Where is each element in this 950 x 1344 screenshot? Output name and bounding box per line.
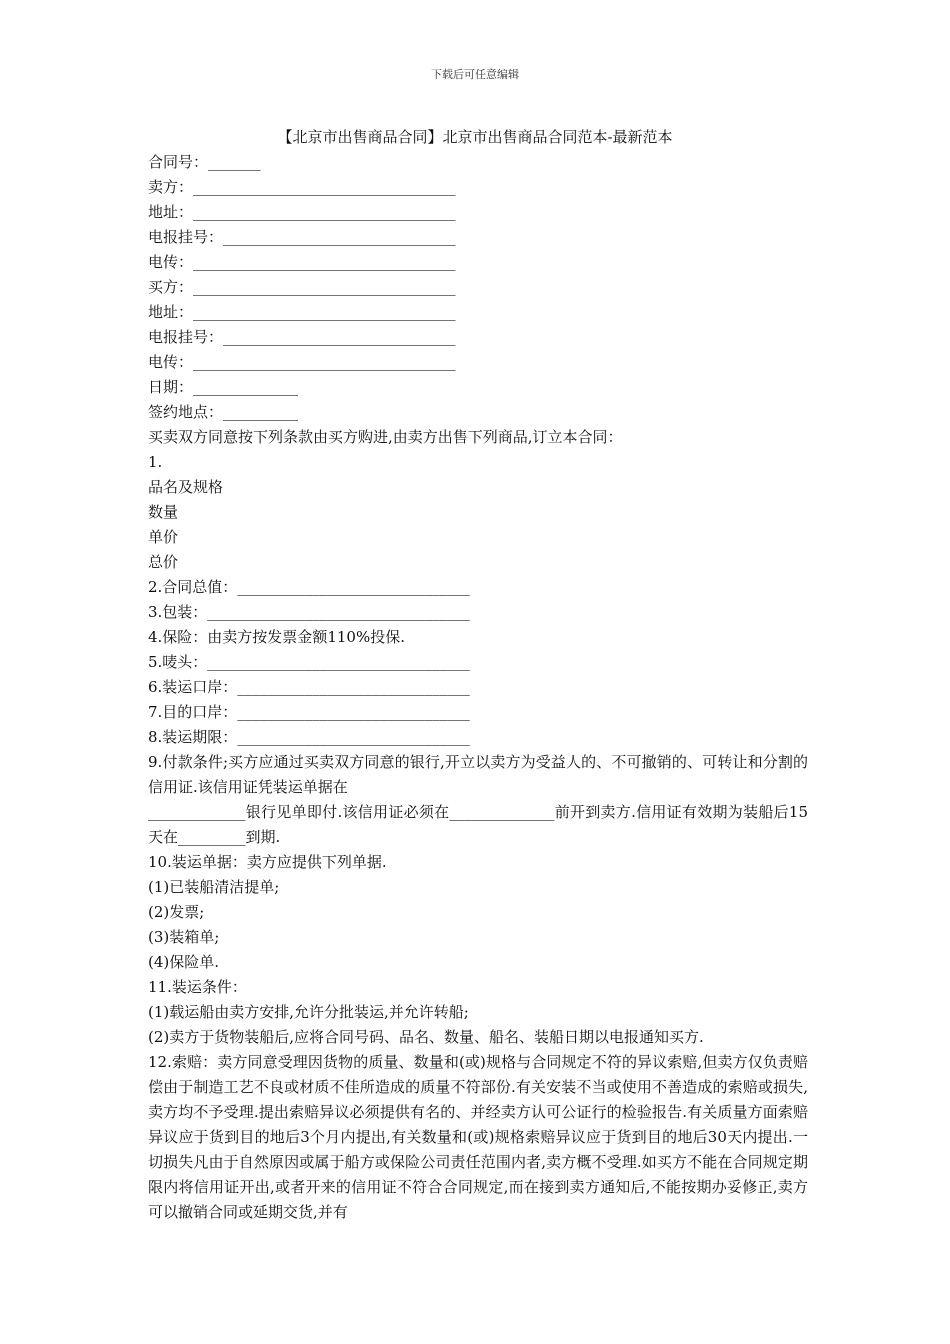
field-seller-telex: 电传：___________________________________ — [148, 253, 456, 271]
field-buyer-telex: 电传：___________________________________ — [148, 353, 456, 371]
field-date: 日期：______________ — [148, 378, 299, 396]
item1-unit-price: 单价 — [148, 528, 179, 546]
field-seller-address: 地址：___________________________________ — [148, 203, 456, 221]
clause-8: 8.装运期限：_______________________________ — [148, 728, 470, 746]
item1-quantity: 数量 — [148, 503, 179, 521]
clause-2: 2.合同总值：_______________________________ — [148, 578, 470, 596]
field-seller-cable: 电报挂号：_______________________________ — [148, 228, 456, 246]
clause-10-item-2: (2)发票; — [148, 903, 205, 921]
clause-12: 12.索赔：卖方同意受理因货物的质量、数量和(或)规格与合同规定不符的异议索赔,但卖方仅负责赔偿由于制造工艺不良或材质不佳所造成的质量不符部份.有关安装不当或使用不善造成的索赔或损失,卖方均不予受理.提出索赔异议必须提供有名的、并经卖方认可公证行的检验报告.有关质量方面索赔异议应于货到目的地后3个月内提出,有关数量和(或)规格索赔异议应于货到目的地后30天内提出.一切损失凡由于自然原因或属于船方或保险公司责任范围内者,卖方概不受理.如买方不能在合同规定期限内将信用证开出,或者开来的信用证不符合合同规定,而在接到卖方通知后,不能按期办妥修正,卖方可以撤销合同或延期交货,并有 — [148, 1053, 808, 1221]
clause-10-item-4: (4)保险单. — [148, 953, 220, 971]
field-contract-no: 合同号：_______ — [148, 153, 261, 171]
clause-3: 3.包装：___________________________________ — [148, 603, 470, 621]
clause-5: 5.唛头：___________________________________ — [148, 653, 470, 671]
intro-text: 买卖双方同意按下列条款由买方购进,由卖方出售下列商品,订立本合同： — [148, 428, 623, 446]
clause-11-item-1: (1)载运船由卖方安排,允许分批装运,并允许转船; — [148, 1003, 469, 1021]
page-header: 下载后可任意编辑 — [431, 68, 519, 81]
clause-10-item-1: (1)已装船清洁提单; — [148, 878, 280, 896]
contract-body — [148, 150, 808, 1225]
clause-6: 6.装运口岸：_______________________________ — [148, 678, 470, 696]
clause-9: 9.付款条件;买方应通过买卖双方同意的银行,开立以卖方为受益人的、不可撤销的、可转让和分割的信用证.该信用证凭装运单据在 — [148, 753, 808, 796]
clause-10-title: 10.装运单据：卖方应提供下列单据. — [148, 853, 387, 871]
item1-number: 1. — [148, 453, 163, 471]
clause-4: 4.保险：由卖方按发票金额110%投保. — [148, 628, 405, 646]
field-seller: 卖方：___________________________________ — [148, 178, 456, 196]
item1-name-spec: 品名及规格 — [148, 478, 224, 496]
field-signing-place: 签约地点：__________ — [148, 403, 299, 421]
field-buyer-address: 地址：___________________________________ — [148, 303, 456, 321]
clause-11-item-2: (2)卖方于货物装船后,应将合同号码、品名、数量、船名、装船日期以电报通知买方. — [148, 1028, 704, 1046]
item1-total-price: 总价 — [148, 553, 179, 571]
clause-7: 7.目的口岸：_______________________________ — [148, 703, 470, 721]
clause-11-title: 11.装运条件： — [148, 978, 247, 996]
field-buyer: 买方：___________________________________ — [148, 278, 456, 296]
clause-10-item-3: (3)装箱单; — [148, 928, 220, 946]
field-buyer-cable: 电报挂号：_______________________________ — [148, 328, 456, 346]
clause-9-continued: _____________银行见单即付.该信用证必须在______________前开到卖方.信用证有效期为装船后15天在_________到期. — [148, 803, 808, 846]
document-title: 【北京市出售商品合同】北京市出售商品合同范本-最新范本 — [277, 128, 673, 146]
